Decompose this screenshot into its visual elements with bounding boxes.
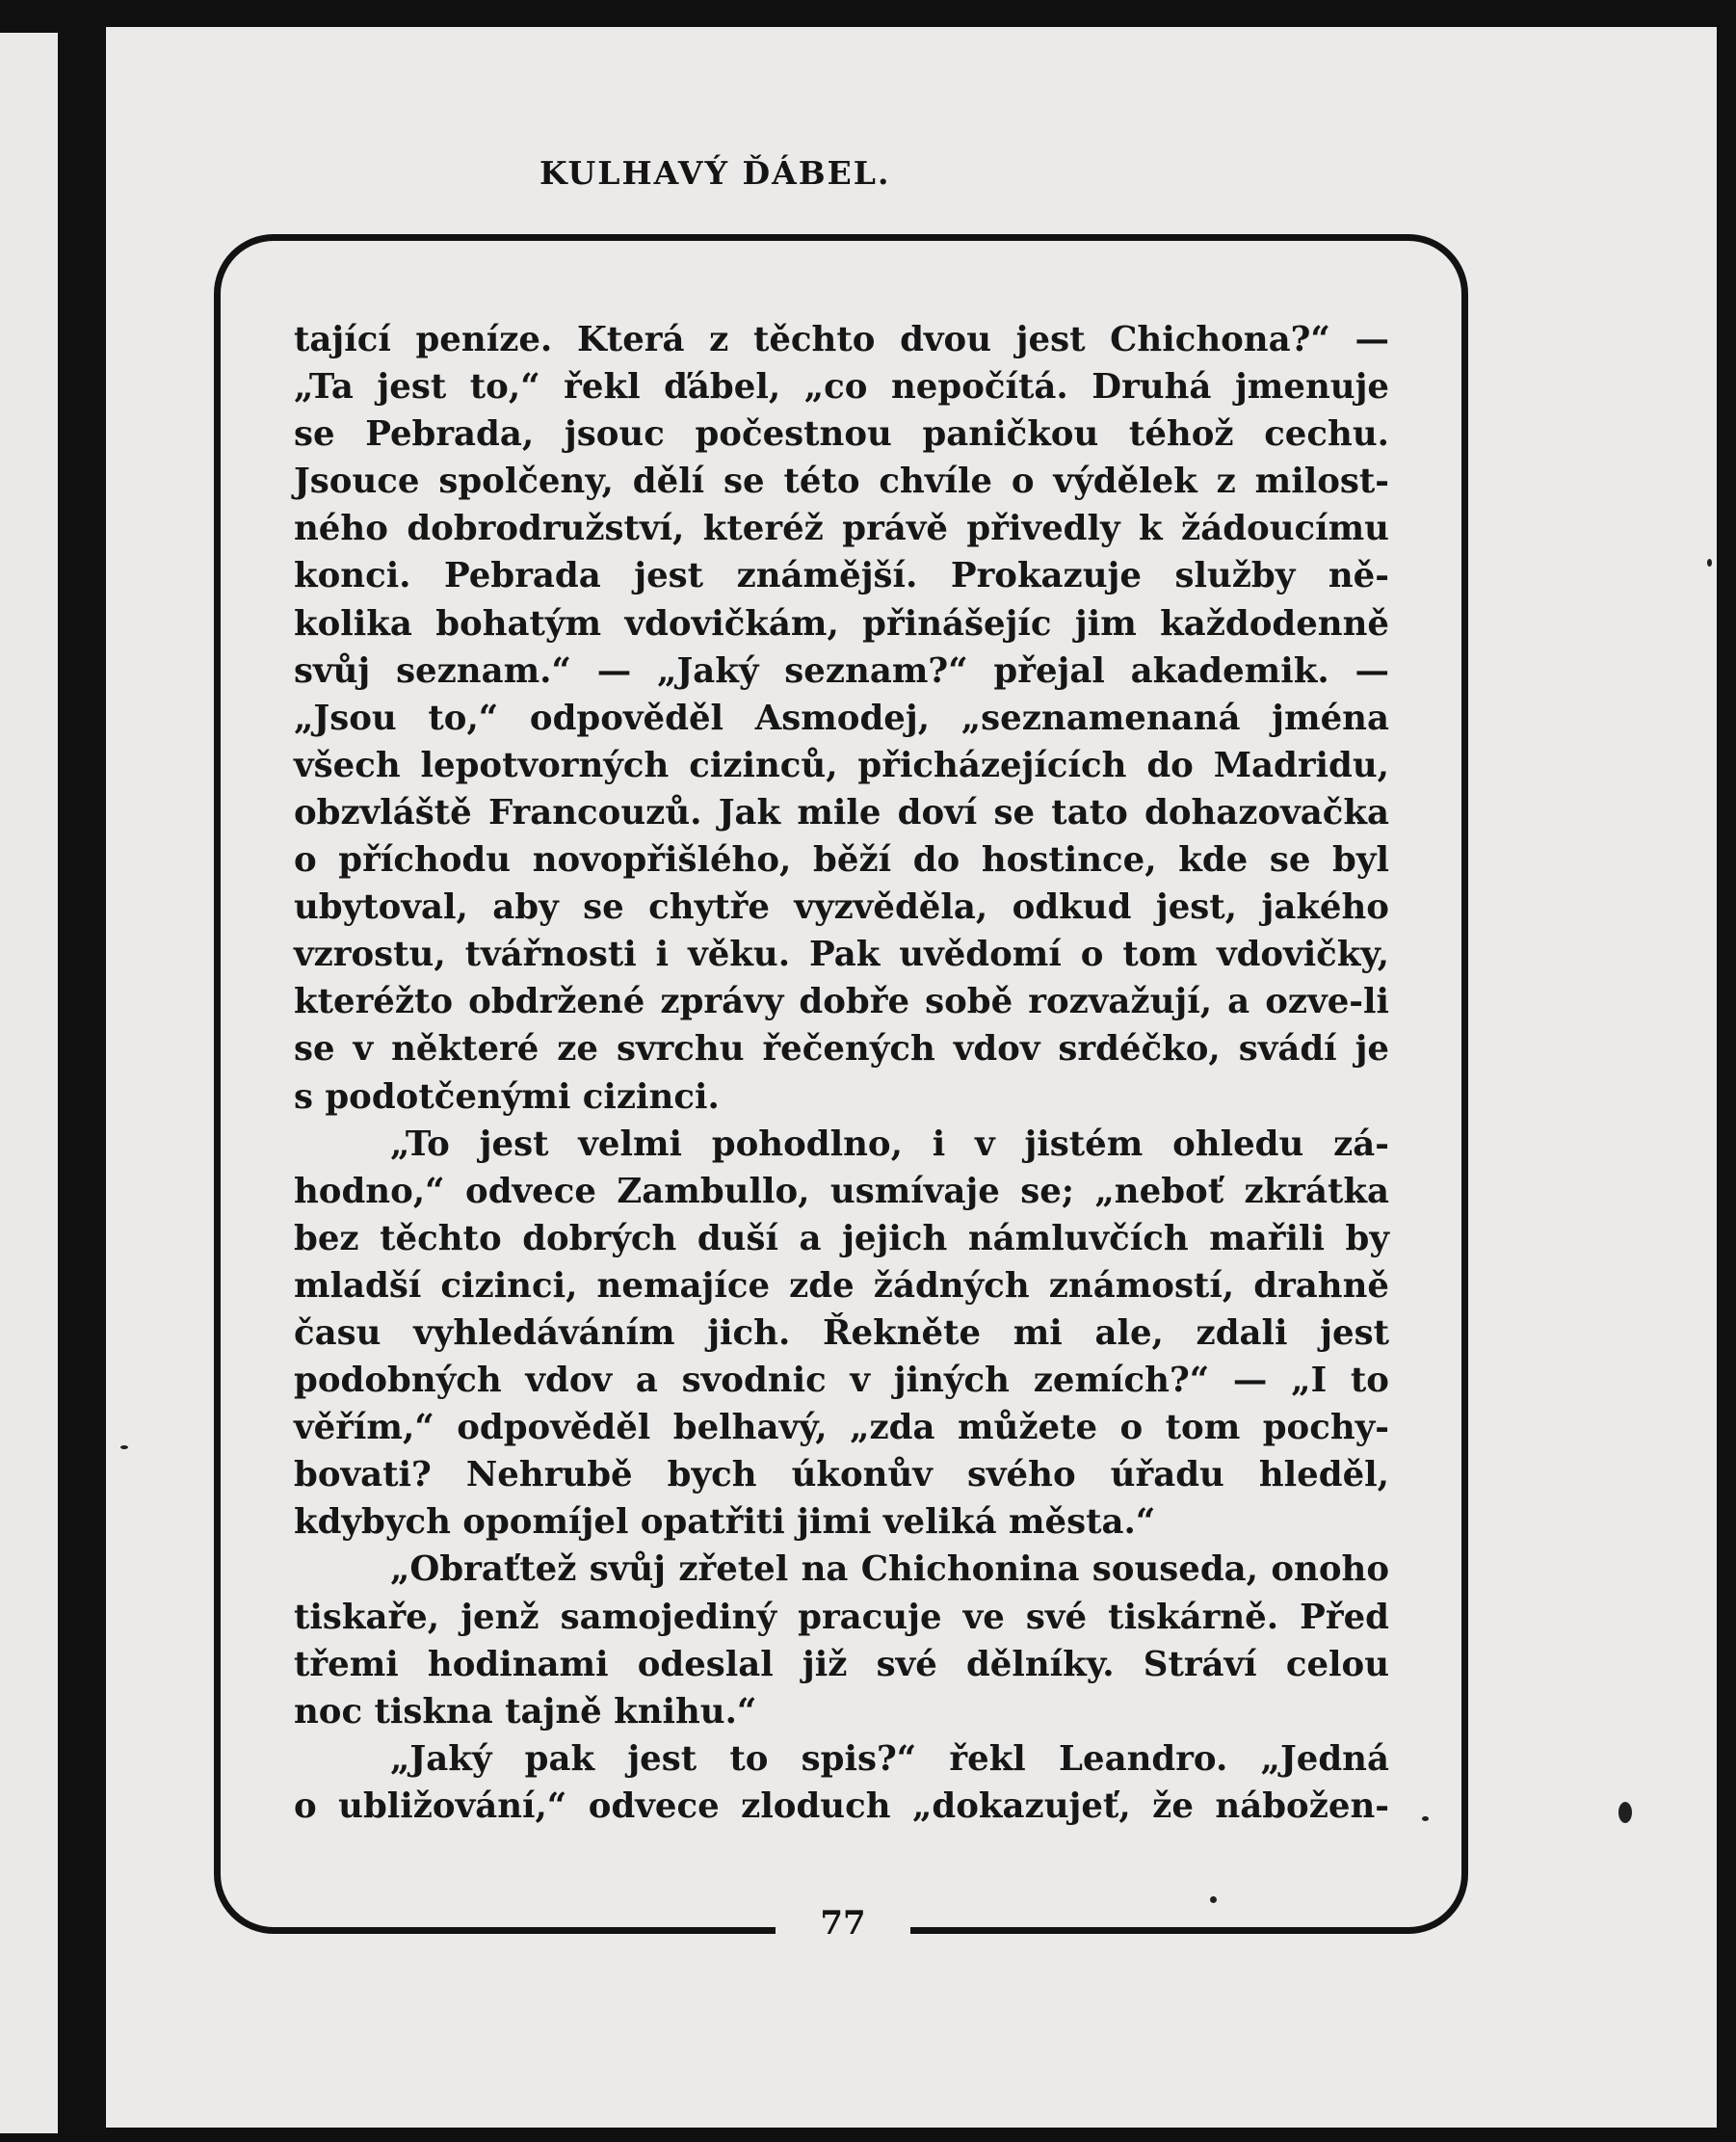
text-line: ubytoval, aby se chytře vyzvěděla, odkud jest, jakého — [294, 887, 1389, 928]
ink-speck — [1422, 1816, 1429, 1821]
text-line: bovati? Nehrubě bych úkonův svého úřadu hleděl, — [294, 1455, 1389, 1495]
text-line: obzvláště Francouzů. Jak mile doví se tato dohazovačka — [294, 792, 1389, 833]
ink-speck — [1210, 1896, 1217, 1903]
text-line: podobných vdov a svodnic v jiných zemích?“ — „I to — [294, 1361, 1389, 1401]
text-line: svůj seznam.“ — „Jaký seznam?“ přejal akademik. — — [294, 650, 1389, 691]
text-line: „Ta jest to,“ řekl ďábel, „co nepočítá. Druhá jmenuje — [294, 367, 1389, 408]
text-line: mladší cizinci, nemajíce zde žádných známostí, drahně — [294, 1265, 1389, 1306]
text-line: Jsouce spolčeny, dělí se této chvíle o výdělek z milost- — [294, 462, 1389, 502]
text-line: věřím,“ odpověděl belhavý, „zda můžete o tom pochy- — [294, 1408, 1389, 1448]
text-line: „Obraťtež svůj zřetel na Chichonina souseda, onoho — [390, 1549, 1389, 1590]
text-line: kteréžto obdržené zprávy dobře sobě rozvažují, a ozve-li — [294, 982, 1389, 1022]
text-line: „To jest velmi pohodlno, i v jistém ohledu zá- — [390, 1124, 1389, 1164]
text-line: všech lepotvorných cizinců, přicházejících do Madridu, — [294, 745, 1389, 785]
body-text — [294, 316, 1389, 1830]
text-line: noc tiskna tajně knihu.“ — [294, 1691, 757, 1732]
text-line: „Jaký pak jest to spis?“ řekl Leandro. „Jedná — [390, 1738, 1389, 1779]
text-line: ného dobrodružství, kteréž právě přivedly k žádoucímu — [294, 509, 1389, 549]
text-line: se Pebrada, jsouc počestnou paničkou téhož cechu. — [294, 414, 1389, 455]
text-line: bez těchto dobrých duší a jejich námluvčích mařili by — [294, 1218, 1389, 1258]
text-line: se v některé ze svrchu řečených vdov srdéčko, svádí je — [294, 1029, 1389, 1070]
text-line: s podotčenými cizinci. — [294, 1076, 720, 1117]
text-line: času vyhledáváním jich. Řekněte mi ale, zdali jest — [294, 1312, 1389, 1353]
text-line: vzrostu, tvářnosti i věku. Pak uvědomí o tom vdovičky, — [294, 935, 1389, 975]
left-page-edge — [0, 33, 58, 2133]
ink-speck — [1707, 559, 1712, 567]
ink-speck — [120, 1445, 128, 1449]
ink-speck — [1618, 1802, 1632, 1823]
text-line: kolika bohatým vdovičkám, přinášejíc jim každodenně — [294, 603, 1389, 644]
text-line: o příchodu novopřišlého, běží do hostince, kde se byl — [294, 840, 1389, 881]
page-number: 77 — [820, 1904, 866, 1943]
text-line: „Jsou to,“ odpověděl Asmodej, „seznamenaná jména — [294, 698, 1389, 738]
text-line: třemi hodinami odeslal již své dělníky. Stráví celou — [294, 1644, 1389, 1684]
text-line: tající peníze. Která z těchto dvou jest Chichona?“ — — [294, 320, 1389, 359]
text-line: kdybych opomíjel opatřiti jimi veliká města.“ — [294, 1502, 1156, 1543]
text-line: tiskaře, jenž samojediný pracuje ve své tiskárně. Před — [294, 1597, 1389, 1637]
running-head: KULHAVÝ ĎÁBEL. — [539, 154, 891, 192]
text-line: hodno,“ odvece Zambullo, usmívaje se; „neboť zkrátka — [294, 1171, 1389, 1211]
text-line: konci. Pebrada jest známější. Prokazuje služby ně- — [294, 556, 1389, 596]
text-line: o ubližování,“ odvece zloduch „dokazujeť, že nábožen- — [294, 1785, 1389, 1826]
